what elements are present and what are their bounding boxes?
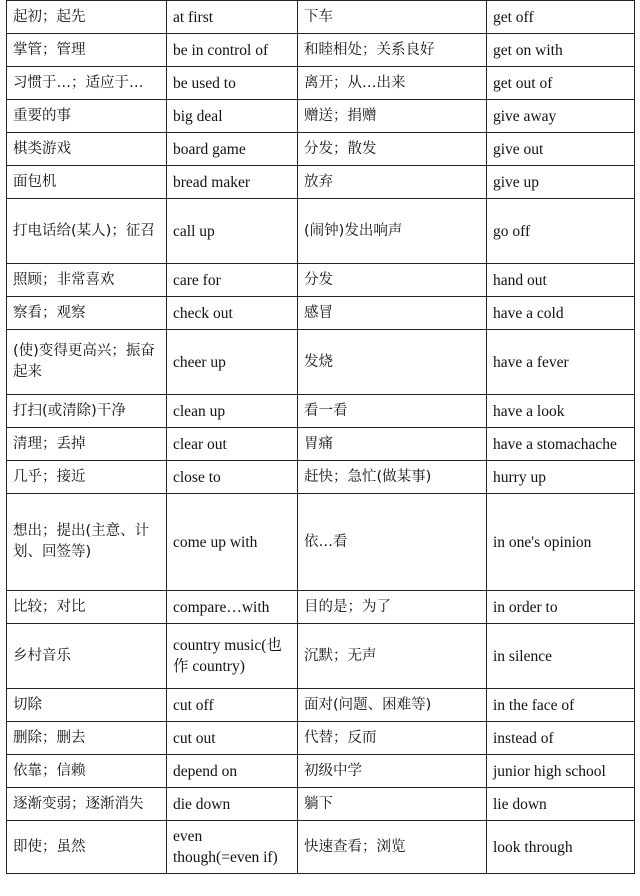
table-row (7, 755, 635, 788)
english-phrase: cheer up (167, 330, 298, 395)
table-row (7, 67, 635, 100)
chinese-meaning: 快速查看；浏览 (298, 821, 487, 874)
chinese-meaning: 掌管；管理 (7, 34, 167, 67)
chinese-meaning: 习惯于…；适应于… (7, 67, 167, 100)
english-phrase: in order to (487, 591, 635, 624)
table-row (7, 34, 635, 67)
table-row (7, 297, 635, 330)
english-phrase: even though(=even if) (167, 821, 298, 874)
chinese-meaning: 依靠；信赖 (7, 755, 167, 788)
english-phrase: depend on (167, 755, 298, 788)
english-phrase: cut off (167, 689, 298, 722)
english-phrase: instead of (487, 722, 635, 755)
chinese-meaning: 代替；反而 (298, 722, 487, 755)
english-phrase: give away (487, 100, 635, 133)
english-phrase: in the face of (487, 689, 635, 722)
chinese-meaning: 逐渐变弱；逐渐消失 (7, 788, 167, 821)
table-row (7, 722, 635, 755)
english-phrase: check out (167, 297, 298, 330)
table-row (7, 624, 635, 689)
chinese-meaning: 赶快；急忙(做某事) (298, 461, 487, 494)
chinese-meaning: 下车 (298, 1, 487, 34)
table-row (7, 494, 635, 591)
english-phrase: lie down (487, 788, 635, 821)
table-row (7, 591, 635, 624)
vocabulary-table (6, 0, 635, 874)
chinese-meaning: 切除 (7, 689, 167, 722)
chinese-meaning: 离开；从…出来 (298, 67, 487, 100)
chinese-meaning: 胃痛 (298, 428, 487, 461)
table-row (7, 788, 635, 821)
table-row (7, 689, 635, 722)
english-phrase: look through (487, 821, 635, 874)
table-row (7, 428, 635, 461)
chinese-meaning: 面对(问题、困难等) (298, 689, 487, 722)
table-row (7, 461, 635, 494)
english-phrase: go off (487, 199, 635, 264)
chinese-meaning: 面包机 (7, 166, 167, 199)
chinese-meaning: 想出；提出(主意、计划、回签等) (7, 494, 167, 591)
chinese-meaning: 目的是；为了 (298, 591, 487, 624)
english-phrase: at first (167, 1, 298, 34)
chinese-meaning: 察看；观察 (7, 297, 167, 330)
chinese-meaning: 沉默；无声 (298, 624, 487, 689)
english-phrase: have a stomachache (487, 428, 635, 461)
english-phrase: country music(也作 country) (167, 624, 298, 689)
chinese-meaning: 打扫(或清除)干净 (7, 395, 167, 428)
chinese-meaning: 重要的事 (7, 100, 167, 133)
english-phrase: cut out (167, 722, 298, 755)
english-phrase: have a fever (487, 330, 635, 395)
english-phrase: give out (487, 133, 635, 166)
english-phrase: hand out (487, 264, 635, 297)
table-row (7, 264, 635, 297)
english-phrase: get out of (487, 67, 635, 100)
chinese-meaning: 和睦相处；关系良好 (298, 34, 487, 67)
chinese-meaning: 分发；散发 (298, 133, 487, 166)
english-phrase: close to (167, 461, 298, 494)
chinese-meaning: 依…看 (298, 494, 487, 591)
english-phrase: care for (167, 264, 298, 297)
chinese-meaning: 照顾；非常喜欢 (7, 264, 167, 297)
english-phrase: have a look (487, 395, 635, 428)
english-phrase: in one's opinion (487, 494, 635, 591)
english-phrase: give up (487, 166, 635, 199)
english-phrase: get on with (487, 34, 635, 67)
chinese-meaning: 几乎；接近 (7, 461, 167, 494)
chinese-meaning: 清理；丢掉 (7, 428, 167, 461)
english-phrase: bread maker (167, 166, 298, 199)
english-phrase: come up with (167, 494, 298, 591)
chinese-meaning: 初级中学 (298, 755, 487, 788)
english-phrase: compare…with (167, 591, 298, 624)
chinese-meaning: 乡村音乐 (7, 624, 167, 689)
chinese-meaning: 看一看 (298, 395, 487, 428)
english-phrase: get off (487, 1, 635, 34)
english-phrase: in silence (487, 624, 635, 689)
table-row (7, 100, 635, 133)
table-row (7, 166, 635, 199)
chinese-meaning: (使)变得更高兴；振奋起来 (7, 330, 167, 395)
chinese-meaning: 赠送；捐赠 (298, 100, 487, 133)
english-phrase: big deal (167, 100, 298, 133)
table-row (7, 133, 635, 166)
english-phrase: board game (167, 133, 298, 166)
english-phrase: hurry up (487, 461, 635, 494)
table-row (7, 330, 635, 395)
chinese-meaning: 感冒 (298, 297, 487, 330)
chinese-meaning: (闹钟)发出响声 (298, 199, 487, 264)
english-phrase: clean up (167, 395, 298, 428)
english-phrase: be used to (167, 67, 298, 100)
table-row (7, 395, 635, 428)
chinese-meaning: 放弃 (298, 166, 487, 199)
english-phrase: junior high school (487, 755, 635, 788)
english-phrase: have a cold (487, 297, 635, 330)
english-phrase: call up (167, 199, 298, 264)
english-phrase: clear out (167, 428, 298, 461)
chinese-meaning: 发烧 (298, 330, 487, 395)
table-row (7, 821, 635, 874)
table-row (7, 199, 635, 264)
chinese-meaning: 比较；对比 (7, 591, 167, 624)
chinese-meaning: 即使；虽然 (7, 821, 167, 874)
english-phrase: be in control of (167, 34, 298, 67)
chinese-meaning: 分发 (298, 264, 487, 297)
chinese-meaning: 起初；起先 (7, 1, 167, 34)
chinese-meaning: 删除；删去 (7, 722, 167, 755)
table-row (7, 1, 635, 34)
chinese-meaning: 打电话给(某人)；征召 (7, 199, 167, 264)
chinese-meaning: 棋类游戏 (7, 133, 167, 166)
chinese-meaning: 躺下 (298, 788, 487, 821)
english-phrase: die down (167, 788, 298, 821)
